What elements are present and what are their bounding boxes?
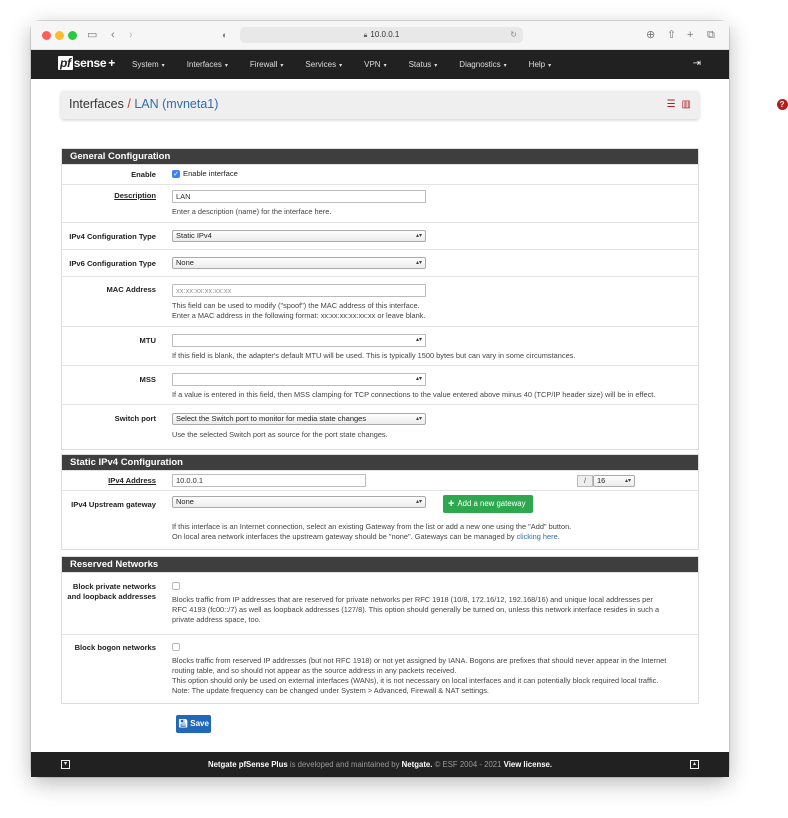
mac-row: [62, 276, 698, 326]
enable-checkbox-label[interactable]: Enable interface: [183, 169, 238, 179]
help-icon[interactable]: ?: [777, 99, 788, 110]
chart-icon[interactable]: ▥: [681, 99, 691, 110]
enable-field: [172, 169, 238, 178]
privacy-shield-icon[interactable]: ◐: [222, 30, 228, 40]
block-private-checkbox[interactable]: [172, 582, 180, 590]
nav-firewall[interactable]: Firewall ▾: [249, 60, 284, 69]
general-config-panel: [61, 148, 699, 450]
nav-vpn[interactable]: VPN ▾: [364, 60, 387, 69]
mtu-row: [62, 326, 698, 365]
select-arrows-icon: ▴▾: [415, 416, 422, 422]
enable-label: Enable: [131, 170, 156, 179]
sidebar-icon[interactable]: ▭: [87, 29, 98, 41]
breadcrumb-section[interactable]: Interfaces: [69, 97, 124, 111]
ipv4-type-row: [62, 222, 698, 249]
mac-help: This field can be used to modify ("spoof") the MAC address of this interface. Enter a MAC address in the following format: xx:xx:xx:xx:xx:xx or leave blank.: [172, 301, 426, 320]
breadcrumb-separator: /: [127, 97, 131, 111]
block-bogon-row: [62, 634, 698, 704]
ipv4-address-input[interactable]: 10.0.0.1: [172, 474, 366, 487]
nav-status[interactable]: Status ▾: [408, 60, 438, 69]
breadcrumb-page[interactable]: LAN (mvneta1): [134, 97, 219, 111]
pfsense-logo[interactable]: pf sense +: [60, 56, 115, 70]
new-tab-icon[interactable]: +: [687, 29, 694, 41]
gateway-select[interactable]: None ▴▾: [172, 496, 426, 508]
ipv4-type-select[interactable]: Static IPv4 ▴▾: [172, 230, 426, 242]
description-row: [62, 184, 698, 222]
page-content: [31, 79, 785, 752]
forward-icon[interactable]: ›: [129, 29, 133, 41]
block-private-help: Blocks traffic from IP addresses that are reserved for private networks per RFC 1918 (10/8, 172.16/12, 192.168/16) and unique local addresses per RFC 4193 (fc00::/7) as well as loopback addresses (127/8). This option should generally be turned on, unless this network interface resides in such a private address space, too.: [172, 595, 660, 624]
zoom-window-button[interactable]: [68, 31, 77, 40]
cidr-slash: /: [577, 475, 593, 487]
caret-down-icon: ▾: [548, 63, 552, 69]
save-button[interactable]: 💾︎ Save: [176, 715, 211, 733]
nav-menu: [132, 50, 573, 81]
caret-down-icon: ▾: [161, 63, 165, 69]
panel-heading: General Configuration: [62, 149, 698, 164]
plus-icon: +: [448, 498, 455, 510]
caret-down-icon: ▾: [339, 63, 343, 69]
switch-port-label: Switch port: [114, 414, 156, 423]
block-bogon-field: [172, 642, 180, 651]
gateway-help: If this interface is an Internet connection, select an existing Gateway from the list or add a new one using the "Add" button. On local area network interfaces the upstream gateway should be "none". Gateways can be managed by clicking here.: [172, 522, 572, 541]
view-license-link[interactable]: View license.: [503, 760, 553, 769]
gateway-row: [62, 490, 698, 550]
caret-down-icon: ▾: [224, 63, 228, 69]
address-bar[interactable]: [240, 27, 523, 43]
browser-window: [31, 21, 785, 777]
footer-brand: Netgate pfSense Plus: [207, 760, 288, 769]
browser-toolbar: [31, 21, 729, 50]
block-bogon-label: Block bogon networks: [74, 643, 156, 652]
sliders-icon[interactable]: ☰: [666, 99, 676, 110]
downloads-icon[interactable]: ⊕: [646, 29, 656, 41]
select-arrows-icon: ▴▾: [415, 233, 422, 239]
cidr-select[interactable]: 16 ▴▾: [593, 475, 635, 487]
select-arrows-icon: ▴▾: [415, 499, 422, 505]
ipv4-address-label: IPv4 Address: [108, 476, 156, 485]
main-navbar: [31, 50, 729, 79]
block-bogon-checkbox[interactable]: [172, 643, 180, 651]
description-label: Description: [114, 191, 156, 200]
gateway-label: IPv4 Upstream gateway: [71, 500, 156, 509]
page-footer: [31, 752, 729, 777]
switch-port-help: Use the selected Switch port as source for the port state changes.: [172, 430, 388, 439]
description-help: Enter a description (name) for the interface here.: [172, 207, 332, 216]
ipv4-address-row: [62, 470, 698, 490]
url-text: 10.0.0.1: [370, 30, 400, 39]
switch-port-select[interactable]: Select the Switch port to monitor for media state changes ▴▾: [172, 413, 426, 425]
select-arrows-icon: ▴▾: [415, 260, 422, 266]
nav-interfaces[interactable]: Interfaces ▾: [186, 60, 228, 69]
caret-down-icon: ▾: [434, 63, 438, 69]
mss-label: MSS: [139, 375, 156, 384]
close-window-button[interactable]: [42, 31, 51, 40]
logout-icon[interactable]: ⇥: [692, 58, 701, 69]
enable-row: [62, 164, 698, 184]
tab-overview-icon[interactable]: ⧉: [707, 29, 715, 41]
nav-system[interactable]: System ▾: [132, 60, 165, 69]
mss-row: [62, 365, 698, 404]
stepper-icon[interactable]: ▴▾: [415, 376, 422, 382]
nav-services[interactable]: Services ▾: [305, 60, 343, 69]
description-input[interactable]: LAN: [172, 190, 426, 203]
footer-right-icon[interactable]: ▴: [690, 760, 699, 769]
static-ipv4-panel: [61, 454, 699, 550]
caret-down-icon: ▾: [503, 63, 507, 69]
mss-input[interactable]: [172, 373, 426, 386]
caret-down-icon: ▾: [383, 63, 387, 69]
page-title: [69, 97, 218, 111]
mac-input[interactable]: xx:xx:xx:xx:xx:xx: [172, 284, 426, 297]
footer-copyright: © ESF 2004 - 2021: [432, 760, 504, 769]
save-disk-icon: 💾︎: [178, 719, 189, 728]
block-private-field: [172, 581, 180, 590]
footer-company-link[interactable]: Netgate.: [401, 760, 433, 769]
reload-icon[interactable]: ↻: [510, 30, 517, 39]
mtu-help: If this field is blank, the adapter's default MTU will be used. This is typically 1500 bytes but can vary in some circumstances.: [172, 351, 576, 360]
ipv6-type-select[interactable]: None ▴▾: [172, 257, 426, 269]
manage-gateways-link[interactable]: clicking here: [516, 532, 558, 541]
footer-left-icon[interactable]: ▾: [61, 760, 70, 769]
ipv6-type-label: IPv6 Configuration Type: [69, 259, 156, 268]
block-bogon-help: Blocks traffic from reserved IP addresses (but not RFC 1918) or not yet assigned by IANA. Bogons are prefixes that should never appear in the Internet routing table, and so should not appear as the source address in any packets received. This option should only be used on external interfaces (WANs), it is not necessary on local interfaces and it can potentially block required local traffic. Note: The update frequency can be changed under System > Advanced, Firewall & NAT settings.: [172, 656, 667, 695]
block-private-label: Block private networks and loopback addresses: [67, 582, 156, 601]
caret-down-icon: ▾: [280, 63, 284, 69]
select-arrows-icon: ▴▾: [624, 478, 631, 484]
stepper-icon[interactable]: ▴▾: [415, 337, 422, 343]
block-private-row: [62, 572, 698, 634]
ipv6-type-row: [62, 249, 698, 276]
panel-heading: Reserved Networks: [62, 557, 698, 572]
reserved-networks-panel: [61, 556, 699, 704]
enable-checkbox[interactable]: ✓: [173, 170, 179, 178]
nav-diagnostics[interactable]: Diagnostics ▾: [459, 60, 507, 69]
back-icon[interactable]: ‹: [111, 29, 115, 41]
breadcrumb-actions: [666, 99, 785, 111]
breadcrumb: [61, 91, 785, 119]
minimize-window-button[interactable]: [55, 31, 64, 40]
nav-help[interactable]: Help ▾: [528, 60, 552, 69]
share-icon[interactable]: ⇧: [667, 29, 677, 41]
switch-port-row: [62, 404, 698, 444]
mac-label: MAC Address: [106, 285, 156, 294]
mtu-input[interactable]: [172, 334, 426, 347]
panel-heading: Static IPv4 Configuration: [62, 455, 698, 470]
footer-mid: is developed and maintained by: [287, 760, 402, 769]
ipv4-type-label: IPv4 Configuration Type: [69, 232, 156, 241]
mss-help: If a value is entered in this field, then MSS clamping for TCP connections to the value entered above minus 40 (TCP/IP header size) will be in effect.: [172, 390, 656, 399]
add-gateway-button[interactable]: + Add a new gateway: [443, 495, 533, 513]
lock-icon: 🔒︎: [363, 32, 368, 39]
mtu-label: MTU: [139, 336, 156, 345]
